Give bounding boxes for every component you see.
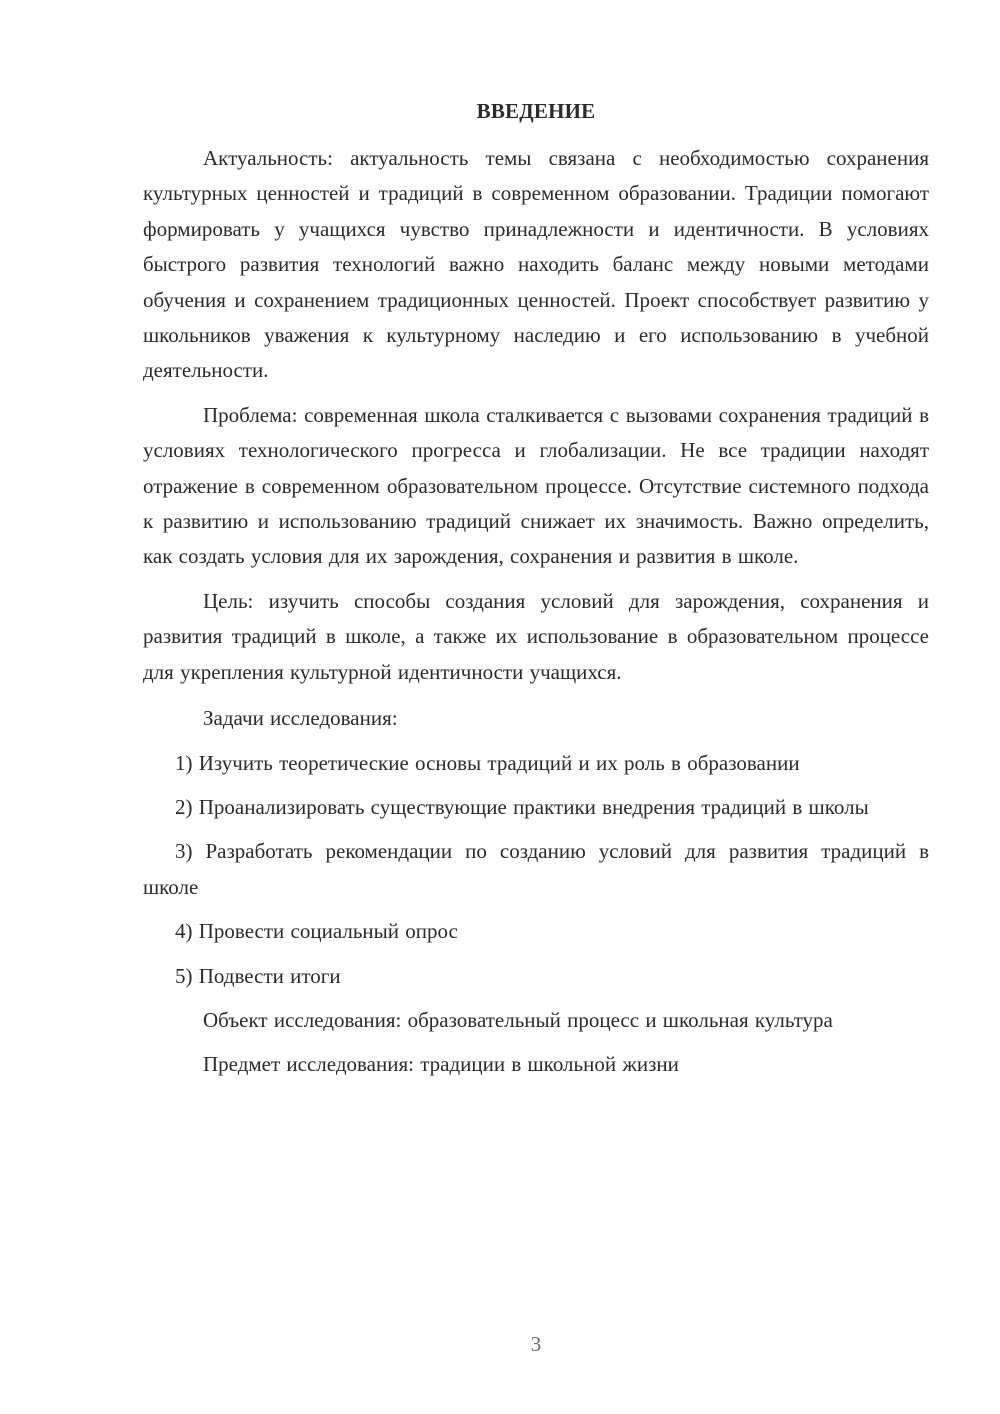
task-item-3: 3) Разработать рекомендации по созданию условий для развития традиций в школе — [143, 839, 929, 899]
tasks-heading: Задачи исследования: — [203, 706, 398, 731]
paragraph-goal: Цель: изучить способы создания условий для зарождения, сохранения и развития традиций в школе, а также их использование в образовательном процессе для укрепления культурной идентичности учащихся. — [143, 588, 929, 684]
task-item-5: 5) Подвести итоги — [175, 963, 341, 988]
paragraph-relevance: Актуальность: актуальность темы связана с необходимостью сохранения культурных ценностей и традиций в современном образовании. Традиции помогают формировать у учащихся чувство принадлежности и идентичности. В условиях быстрого развития технологий важно находить баланс между новыми методами обучения и сохранением традиционных ценностей. Проект способствует развитию у школьников уважения к культурному наследию и его использованию в учебной деятельности. — [143, 146, 929, 383]
paragraph-object: Объект исследования: образовательный процесс и школьная культура — [203, 1007, 833, 1032]
task-item-2: 2) Проанализировать существующие практики внедрения традиций в школы — [175, 794, 869, 819]
task-item-1: 1) Изучить теоретические основы традиций и их роль в образовании — [175, 750, 800, 775]
document-body — [143, 141, 929, 1083]
page-number: 3 — [530, 1332, 542, 1356]
page-title: ВВЕДЕНИЕ — [476, 99, 596, 123]
paragraph-subject: Предмет исследования: традиции в школьной жизни — [203, 1052, 679, 1077]
task-item-4: 4) Провести социальный опрос — [175, 919, 458, 944]
paragraph-problem: Проблема: современная школа сталкивается с вызовами сохранения традиций в условиях технологического прогресса и глобализации. Не все традиции находят отражение в современном образовательном процессе. Отсутствие системного подхода к развитию и использованию традиций снижает их значимость. Важно определить, как создать условия для их зарождения, сохранения и развития в школе. — [143, 402, 929, 569]
